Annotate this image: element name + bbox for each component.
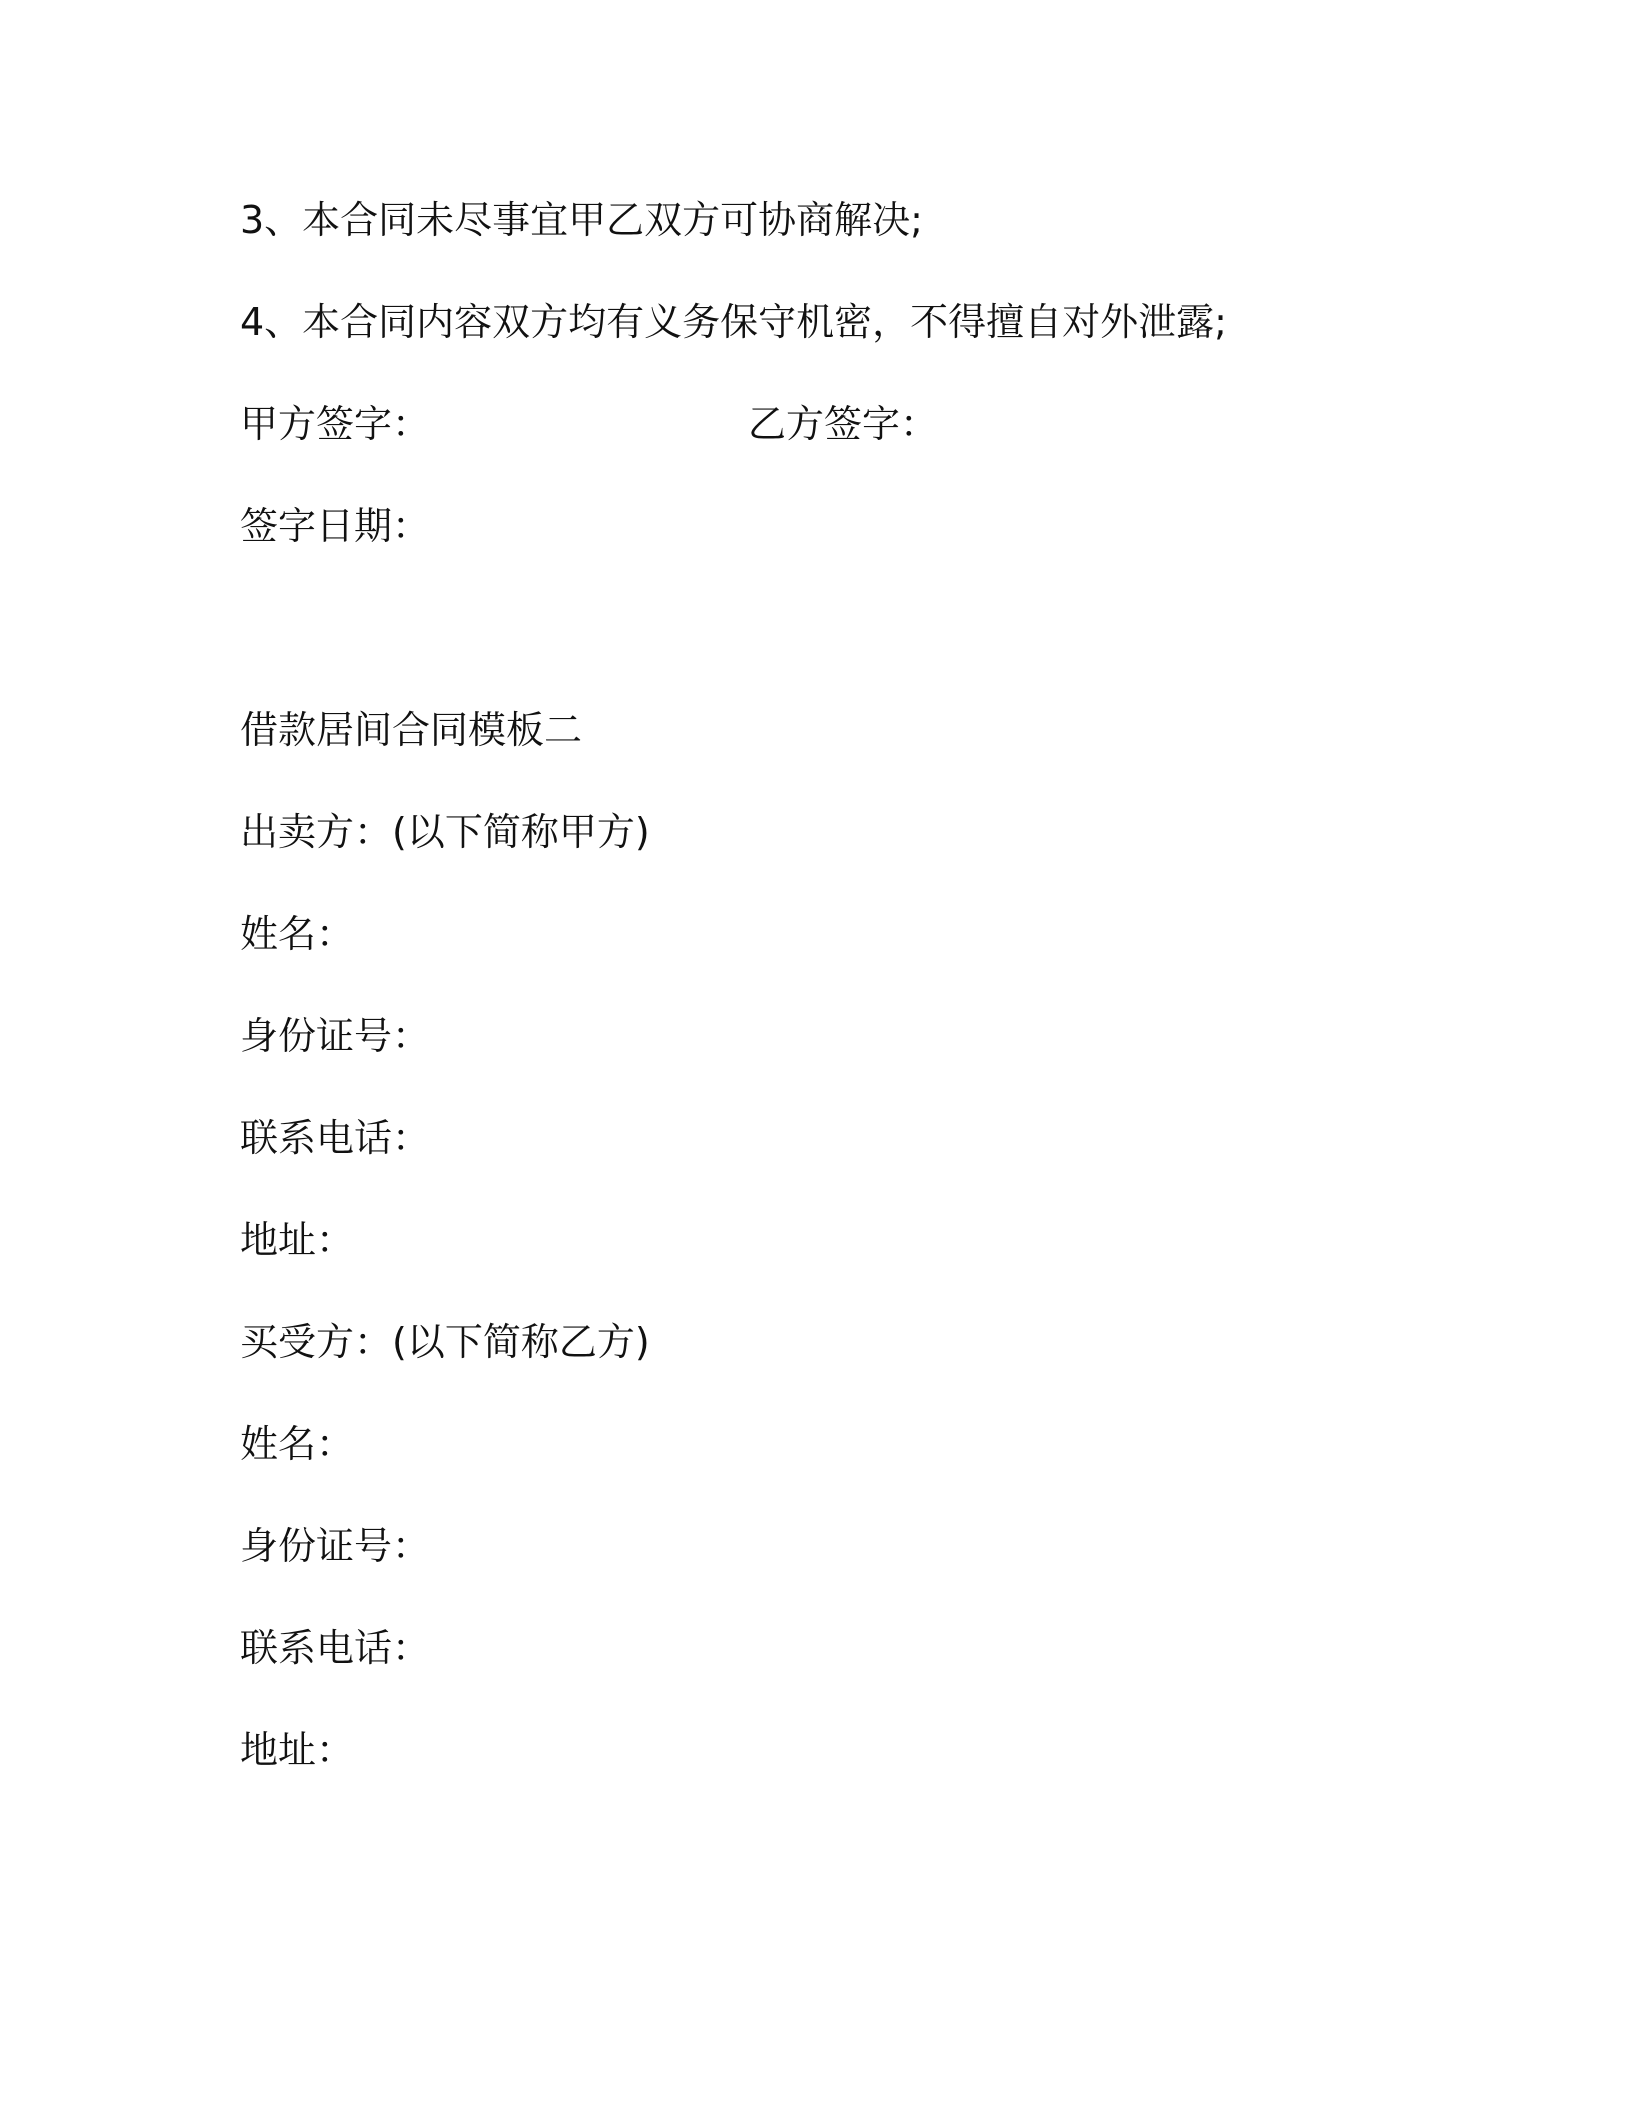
clause-4: 4、本合同内容双方均有义务保守机密，不得擅自对外泄露; (240, 300, 1227, 344)
party-a-signature-label: 甲方签字： (240, 402, 431, 446)
seller-id-label: 身份证号： (240, 1014, 431, 1058)
buyer-address-label: 地址： (240, 1728, 355, 1772)
buyer-heading: 买受方：(以下简称乙方) (240, 1320, 650, 1364)
template-two-title: 借款居间合同模板二 (240, 708, 583, 752)
party-b-signature-label: 乙方签字： (748, 402, 939, 446)
buyer-phone-label: 联系电话： (240, 1626, 431, 1670)
seller-name-label: 姓名： (240, 912, 355, 956)
signature-date-label: 签字日期： (240, 504, 431, 548)
clause-3: 3、本合同未尽事宜甲乙双方可协商解决; (240, 198, 923, 242)
seller-heading: 出卖方：(以下简称甲方) (240, 810, 650, 854)
buyer-name-label: 姓名： (240, 1422, 355, 1466)
buyer-id-label: 身份证号： (240, 1524, 431, 1568)
seller-address-label: 地址： (240, 1218, 355, 1262)
seller-phone-label: 联系电话： (240, 1116, 431, 1160)
